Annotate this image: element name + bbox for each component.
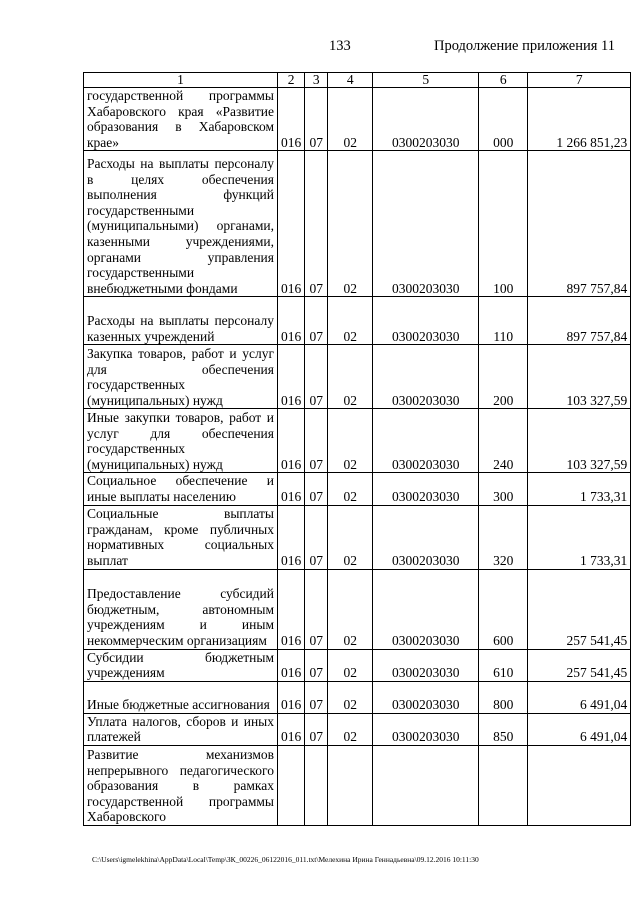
row-name: Социальное обеспечение и иные выплаты населению — [84, 473, 278, 505]
table-row — [84, 569, 631, 649]
row-expense-type: 000 — [479, 88, 528, 151]
row-amount: 103 327,59 — [528, 345, 631, 409]
row-expense-type: 850 — [479, 713, 528, 745]
row-section-code: 07 — [305, 297, 328, 345]
table-row — [84, 505, 631, 569]
row-section-code: 07 — [305, 88, 328, 151]
row-subsection-code: 02 — [328, 569, 373, 649]
row-expense-type: 300 — [479, 473, 528, 505]
row-subsection-code: 02 — [328, 297, 373, 345]
row-target-article: 0300203030 — [373, 649, 479, 681]
row-expense-type: 610 — [479, 649, 528, 681]
row-name: Социальные выплаты гражданам, кроме публичных нормативных социальных выплат — [84, 505, 278, 569]
column-header: 4 — [328, 73, 373, 88]
row-subsection-code: 02 — [328, 473, 373, 505]
row-section-code: 07 — [305, 409, 328, 473]
row-target-article: 0300203030 — [373, 681, 479, 713]
column-header: 6 — [479, 73, 528, 88]
row-name: Уплата налогов, сборов и иных платежей — [84, 713, 278, 745]
row-amount: 897 757,84 — [528, 151, 631, 297]
row-section-code: 07 — [305, 345, 328, 409]
row-target-article: 0300203030 — [373, 473, 479, 505]
row-subsection-code: 02 — [328, 505, 373, 569]
row-target-article — [373, 745, 479, 825]
row-expense-type: 100 — [479, 151, 528, 297]
row-subsection-code: 02 — [328, 649, 373, 681]
page-number: 133 — [329, 38, 351, 54]
column-header: 7 — [528, 73, 631, 88]
row-section-code: 07 — [305, 473, 328, 505]
table-row — [84, 473, 631, 505]
row-ministry-code: 016 — [278, 569, 305, 649]
row-amount: 1 266 851,23 — [528, 88, 631, 151]
row-subsection-code: 02 — [328, 88, 373, 151]
row-expense-type: 240 — [479, 409, 528, 473]
row-subsection-code: 02 — [328, 409, 373, 473]
row-expense-type: 320 — [479, 505, 528, 569]
column-header: 1 — [84, 73, 278, 88]
row-target-article: 0300203030 — [373, 297, 479, 345]
row-amount: 1 733,31 — [528, 505, 631, 569]
row-amount: 6 491,04 — [528, 681, 631, 713]
table-row — [84, 409, 631, 473]
row-ministry-code: 016 — [278, 681, 305, 713]
table-row — [84, 297, 631, 345]
row-section-code: 07 — [305, 713, 328, 745]
row-expense-type: 800 — [479, 681, 528, 713]
row-expense-type: 600 — [479, 569, 528, 649]
row-ministry-code: 016 — [278, 345, 305, 409]
row-ministry-code: 016 — [278, 649, 305, 681]
row-ministry-code: 016 — [278, 713, 305, 745]
row-name: Закупка товаров, работ и услуг для обеспечения государственных (муниципальных) нужд — [84, 345, 278, 409]
row-section-code: 07 — [305, 649, 328, 681]
row-target-article: 0300203030 — [373, 409, 479, 473]
row-subsection-code: 02 — [328, 713, 373, 745]
row-ministry-code — [278, 745, 305, 825]
row-subsection-code: 02 — [328, 681, 373, 713]
row-amount: 257 541,45 — [528, 649, 631, 681]
row-ministry-code: 016 — [278, 151, 305, 297]
row-section-code: 07 — [305, 569, 328, 649]
row-ministry-code: 016 — [278, 88, 305, 151]
row-amount: 103 327,59 — [528, 409, 631, 473]
row-section-code: 07 — [305, 505, 328, 569]
row-amount — [528, 745, 631, 825]
document-footer-path: C:\Users\igmelekhina\AppData\Local\Temp\ЗК_00226_06122016_011.txt\Мелехина Ирина Геннадьевна\09.12.2016 10:11:30 — [92, 855, 479, 864]
row-section-code: 07 — [305, 681, 328, 713]
table-row — [84, 151, 631, 297]
table-row — [84, 745, 631, 825]
table-row — [84, 649, 631, 681]
row-target-article: 0300203030 — [373, 345, 479, 409]
row-ministry-code: 016 — [278, 505, 305, 569]
continuation-label: Продолжение приложения 11 — [434, 38, 616, 54]
row-expense-type: 110 — [479, 297, 528, 345]
row-amount: 897 757,84 — [528, 297, 631, 345]
row-name: Иные бюджетные ассигнования — [84, 681, 278, 713]
row-target-article: 0300203030 — [373, 713, 479, 745]
row-subsection-code: 02 — [328, 151, 373, 297]
row-target-article: 0300203030 — [373, 151, 479, 297]
row-subsection-code: 02 — [328, 345, 373, 409]
column-header: 5 — [373, 73, 479, 88]
row-name: Субсидии бюджетным учреждениям — [84, 649, 278, 681]
row-name: Расходы на выплаты персоналу казенных учреждений — [84, 297, 278, 345]
budget-table — [83, 72, 631, 826]
row-section-code: 07 — [305, 151, 328, 297]
column-header: 3 — [305, 73, 328, 88]
row-amount: 257 541,45 — [528, 569, 631, 649]
row-ministry-code: 016 — [278, 409, 305, 473]
table-row — [84, 345, 631, 409]
row-expense-type: 200 — [479, 345, 528, 409]
row-target-article: 0300203030 — [373, 505, 479, 569]
row-name: государственной программы Хабаровского края «Развитие образования в Хабаровском крае» — [84, 88, 278, 151]
row-amount: 6 491,04 — [528, 713, 631, 745]
row-subsection-code — [328, 745, 373, 825]
column-header: 2 — [278, 73, 305, 88]
row-ministry-code: 016 — [278, 473, 305, 505]
row-target-article: 0300203030 — [373, 569, 479, 649]
row-amount: 1 733,31 — [528, 473, 631, 505]
table-row — [84, 713, 631, 745]
row-target-article: 0300203030 — [373, 88, 479, 151]
row-name: Расходы на выплаты персоналу в целях обеспечения выполнения функций государственными (муниципальными) органами, казенными учреждениями, органами управления государственными внебюджетными фондами — [84, 151, 278, 297]
row-name: Иные закупки товаров, работ и услуг для обеспечения государственных (муниципальных) нужд — [84, 409, 278, 473]
table-row — [84, 88, 631, 151]
table-row — [84, 681, 631, 713]
row-name: Развитие механизмов непрерывного педагогического образования в рамках государственной программы Хабаровского — [84, 745, 278, 825]
row-ministry-code: 016 — [278, 297, 305, 345]
row-section-code — [305, 745, 328, 825]
row-expense-type — [479, 745, 528, 825]
table-header-row — [84, 73, 631, 88]
row-name: Предоставление субсидий бюджетным, автономным учреждениям и иным некоммерческим организациям — [84, 569, 278, 649]
